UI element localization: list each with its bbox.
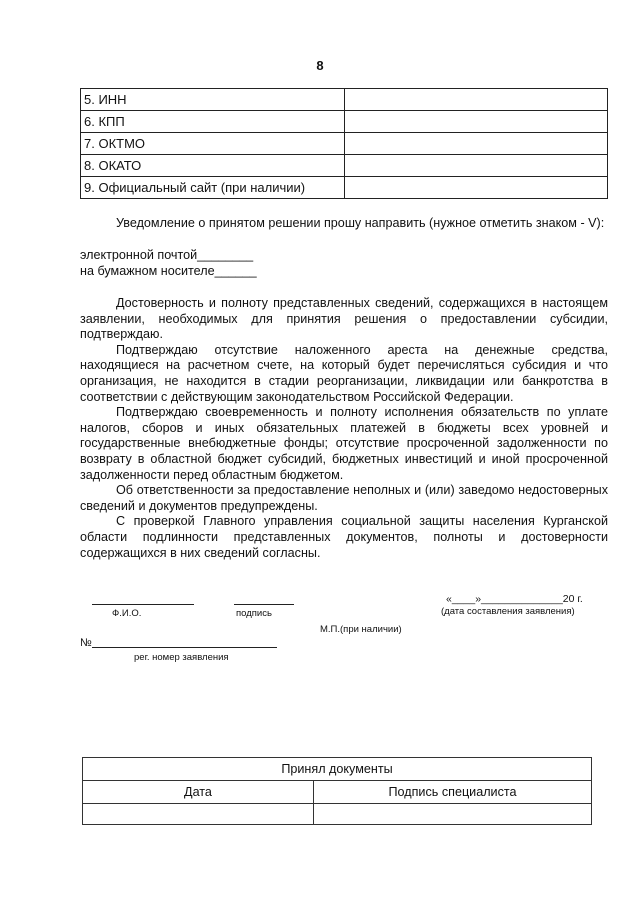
row-value[interactable] [345, 155, 608, 177]
table-row [83, 758, 592, 781]
date-blank[interactable]: «____»______________20 г. [446, 593, 583, 605]
paragraph-obligations: Подтверждаю своевременность и полноту исполнения обязательств по уплате налогов, сборов и иных обязательных платежей в бюджеты всех уровней и государственные внебюджетные фонды; отсутствие просроченной задолженности по возврату в областной бюджет субсидий, бюджетных инвестиций и иной просроченной задолженности перед областным бюджетом. [80, 405, 608, 482]
received-documents-table [82, 757, 592, 825]
signature-label: подпись [236, 608, 272, 619]
option-email[interactable]: электронной почтой________ [80, 248, 254, 262]
table-row [81, 89, 608, 111]
stamp-label: М.П.(при наличии) [320, 624, 402, 635]
row-value[interactable] [345, 177, 608, 199]
option-paper[interactable]: на бумажном носителе______ [80, 264, 257, 278]
page-number: 8 [316, 58, 324, 73]
reg-number-label: рег. номер заявления [134, 652, 229, 663]
row-value[interactable] [345, 111, 608, 133]
reg-number-line[interactable] [92, 647, 277, 648]
column-date: Дата [83, 781, 314, 804]
row-label: 8. ОКАТО [81, 155, 345, 177]
date-cell[interactable] [83, 804, 314, 825]
table-row [81, 155, 608, 177]
received-title: Принял документы [83, 758, 592, 781]
fio-label: Ф.И.О. [112, 608, 142, 619]
paragraph-consent: С проверкой Главного управления социальной защиты населения Курганской области подлинности представленных документов, полноты и достоверности содержащихся в них сведений согласны. [80, 514, 608, 560]
date-label: (дата составления заявления) [441, 606, 575, 617]
table-row [81, 177, 608, 199]
reg-number-prefix: № [80, 637, 92, 649]
column-specialist-signature: Подпись специалиста [314, 781, 592, 804]
paragraph-reliability: Достоверность и полноту представленных сведений, содержащихся в настоящем заявлении, необходимых для принятия решения о предоставлении субсидии, подтверждаю. [80, 296, 608, 342]
row-value[interactable] [345, 89, 608, 111]
table-row [83, 804, 592, 825]
organization-info-table [80, 88, 608, 199]
notification-paragraph [80, 216, 608, 232]
paragraph-responsibility: Об ответственности за предоставление неполных и (или) заведомо недостоверных сведений и документов предупреждены. [80, 483, 608, 513]
fio-line[interactable] [92, 604, 194, 605]
row-label: 5. ИНН [81, 89, 345, 111]
paragraph-no-arrest: Подтверждаю отсутствие наложенного ареста на денежные средства, находящиеся на расчетном счете, на который будет перечисляться субсидия и что организация, не находится в стадии реорганизации, ликвидации или банкротства в соответствии с действующим законодательством Российской Федерации. [80, 342, 608, 404]
declaration-text [80, 296, 608, 561]
row-label: 6. КПП [81, 111, 345, 133]
table-row [81, 111, 608, 133]
table-row [83, 781, 592, 804]
signature-line[interactable] [234, 604, 294, 605]
row-label: 7. ОКТМО [81, 133, 345, 155]
row-value[interactable] [345, 133, 608, 155]
notification-text: Уведомление о принятом решении прошу направить (нужное отметить знаком - V): [116, 216, 605, 230]
table-row [81, 133, 608, 155]
row-label: 9. Официальный сайт (при наличии) [81, 177, 345, 199]
specialist-signature-cell[interactable] [314, 804, 592, 825]
